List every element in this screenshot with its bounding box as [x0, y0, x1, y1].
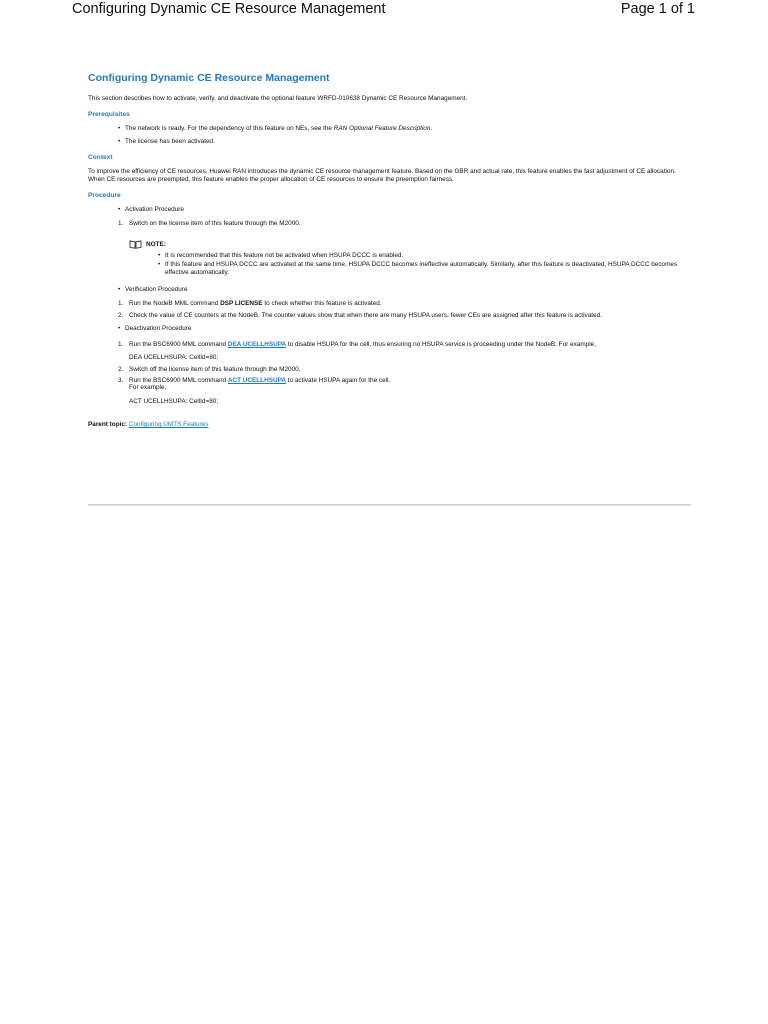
step-text: Switch off the license item of this feature through the M2000. [129, 365, 301, 373]
prerequisites-list [88, 125, 691, 145]
note-label: NOTE: [146, 240, 166, 248]
step-number: 2. [118, 311, 124, 319]
parent-topic [88, 421, 691, 428]
step-text: Switch on the license item of this feature through the M2000. [129, 220, 301, 228]
command-name: DSP LICENSE [220, 300, 263, 308]
step-for-example: For example, [129, 384, 167, 392]
deactivation-label: Deactivation Procedure [125, 325, 192, 333]
note-list [129, 252, 691, 276]
prerequisites-heading: Prerequisites [88, 111, 130, 119]
list-item: • The license has been activated. [88, 138, 691, 145]
step-text-end: to activate HSUPA again for the cell. [285, 376, 391, 384]
step-number: 1. [118, 220, 124, 228]
verification-steps [88, 300, 691, 319]
list-item [88, 300, 691, 307]
list-item [88, 125, 691, 132]
intro-text: This section describes how to activate, verify, and deactivate the optional feature WRFD-010638 Dynamic CE Resource Management. [88, 95, 468, 102]
step-text: Run the BSC6900 MML command [129, 340, 228, 348]
note-block [129, 240, 691, 276]
document-body [88, 72, 691, 429]
page-number: Page 1 of 1 [620, 1, 695, 17]
procedure-heading: Procedure [88, 192, 121, 200]
list-item [88, 220, 691, 227]
step-text: Run the NodeB MML command [129, 300, 221, 308]
prereq-text: The network is ready. For the dependency of this feature on NEs, see the [125, 125, 334, 133]
list-item [88, 341, 691, 362]
step-text-end: to disable HSUPA for the cell, thus ensuring no HSUPA service is proceeding under the NodeB. For example, [286, 340, 596, 348]
step-text: Run the BSC6900 MML command [129, 376, 228, 384]
bottom-divider [88, 504, 691, 506]
step-text-end: to check whether this feature is activated. [262, 300, 382, 308]
list-item: • If this feature and HSUPA DCCC are activated at the same time, HSUPA DCCC becomes ineffective automatically. Similarly, after this feature is deactivated, HSUPA DCCC becomes effective automatically. [165, 261, 691, 276]
step-number: 1. [118, 300, 124, 308]
command-example: ACT UCELLHSUPA: CellId=80; [129, 397, 219, 405]
prereq-ref: RAN Optional Feature Description [333, 125, 431, 133]
list-item [88, 312, 691, 319]
verification-label: Verification Procedure [125, 286, 188, 294]
list-item: • It is recommended that this feature not be activated when HSUPA DCCC is enabled. [165, 252, 691, 259]
doc-title: Configuring Dynamic CE Resource Management [88, 72, 330, 84]
list-item [88, 377, 691, 405]
activation-label: Activation Procedure [125, 206, 184, 214]
context-heading: Context [88, 154, 113, 162]
act-ucellhsupa-link[interactable]: ACT UCELLHSUPA [227, 376, 286, 384]
list-item [88, 366, 691, 373]
note-heading [129, 240, 691, 249]
step-text: Check the value of CE counters at the NodeB. The counter values show that when there are many HSUPA users, fewer CEs are assigned after this feature is activated. [129, 311, 602, 319]
deactivation-procedure [88, 325, 691, 332]
verification-procedure [88, 286, 691, 293]
header-title: Configuring Dynamic CE Resource Management [72, 1, 386, 17]
activation-steps [88, 220, 691, 227]
step-number: 2. [118, 365, 124, 373]
book-icon [129, 240, 142, 249]
dea-ucellhsupa-link[interactable]: DEA UCELLHSUPA [227, 340, 287, 348]
page-header [72, 0, 695, 20]
step-number: 3. [118, 376, 124, 384]
step-number: 1. [118, 340, 124, 348]
prereq-text-end: . [430, 125, 433, 133]
deactivation-steps [88, 341, 691, 405]
parent-topic-label: Parent topic: [88, 421, 128, 429]
activation-procedure [88, 206, 691, 213]
context-text: To improve the efficiency of CE resources, Huawei RAN introduces the dynamic CE resource management feature. Based on the GBR and actual rate, this feature enables the fast adjustment of CE allocation. When CE resources are preempted, this feature enables the proper allocation of CE resources to ensure the preemption fairness. [88, 168, 676, 183]
command-example: DEA UCELLHSUPA: CellId=80; [129, 354, 219, 362]
parent-topic-link[interactable]: Configuring UMTS Features [128, 421, 209, 429]
